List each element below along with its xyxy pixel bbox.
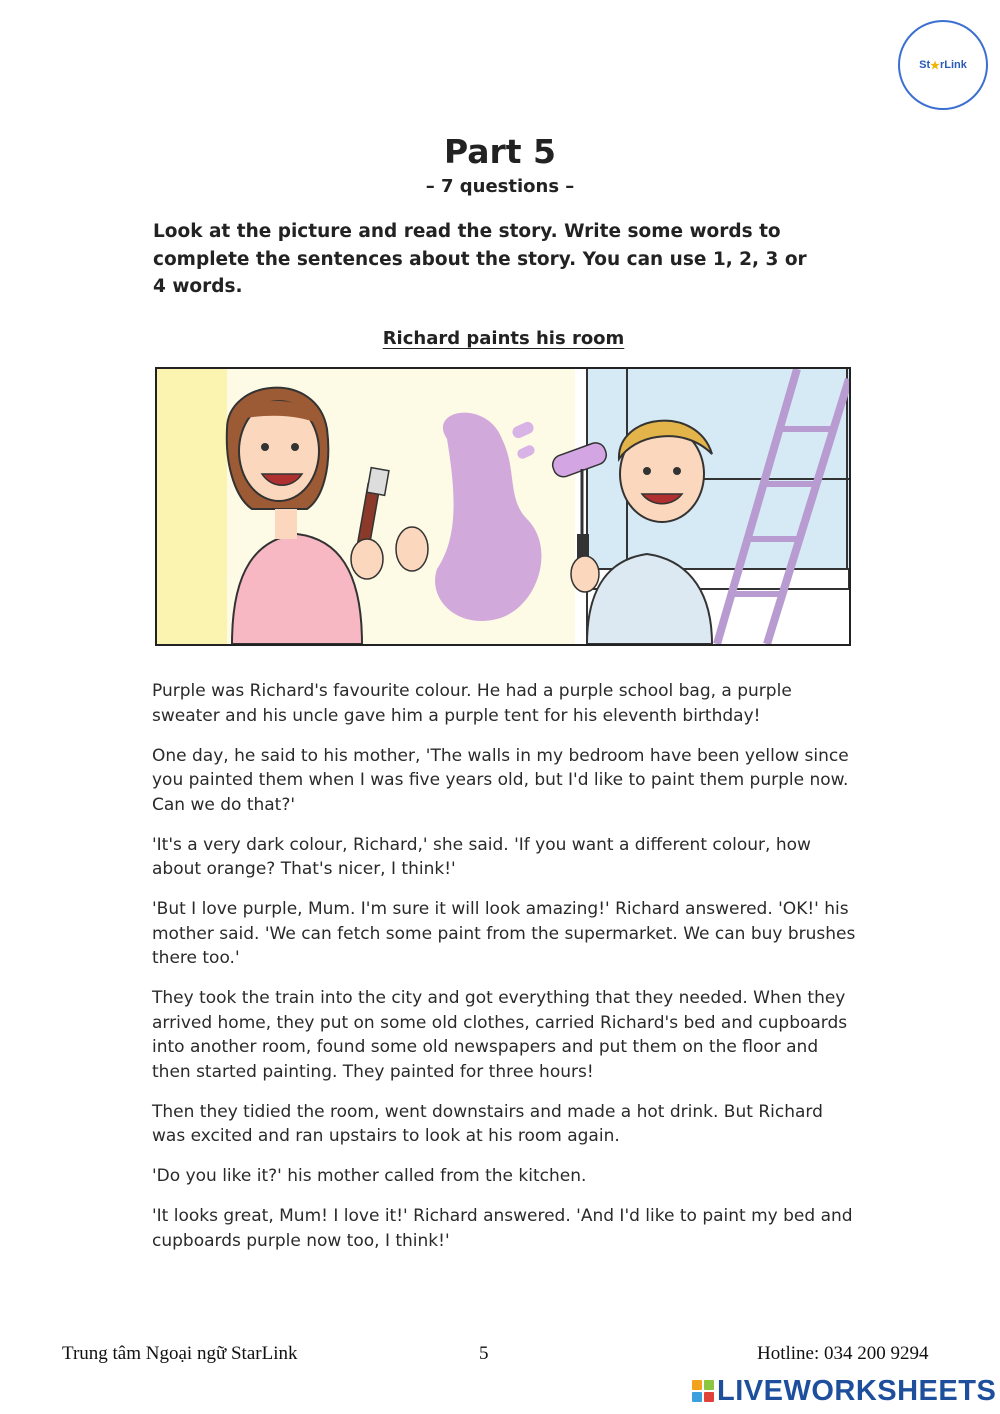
painting-scene-icon: [157, 369, 849, 644]
starlink-logo: [898, 20, 988, 110]
story-paragraph: 'Do you like it?' his mother called from the kitchen.: [152, 1166, 587, 1186]
footer-hotline: Hotline: 034 200 9294: [757, 1343, 929, 1364]
story-illustration: [155, 367, 851, 646]
part-subtitle: – 7 questions –: [425, 176, 575, 197]
logo-text-post: rLink: [939, 59, 967, 71]
story-paragraph: They took the train into the city and got everything that they needed. When they arrived home, they put on some old clothes, carried Richard's bed and cupboards into another room, found some old newspapers and put them on the floor and then started painting. They painted for three hours!: [152, 988, 848, 1082]
story-paragraph: One day, he said to his mother, 'The walls in my bedroom have been yellow since you painted them when I was five years old, but I'd like to paint them purple now. Can we do that?': [152, 745, 849, 815]
story-paragraph: Then they tidied the room, went downstairs and made a hot drink. But Richard was excited and ran upstairs to look at his room again.: [152, 1101, 823, 1146]
story-text: [152, 679, 857, 1269]
footer-center-name: Trung tâm Ngoại ngữ StarLink: [62, 1343, 298, 1364]
instructions: Look at the picture and read the story. Write some words to complete the sentences about the story. You can use 1, 2, 3 or 4 words.: [153, 221, 807, 297]
liveworksheets-logo[interactable]: [692, 1374, 996, 1408]
logo-text-pre: St: [919, 59, 931, 71]
story-paragraph: 'It's a very dark colour, Richard,' she said. 'If you want a different colour, how about orange? That's nicer, I think!': [152, 834, 811, 879]
liveworksheets-blocks-icon: [692, 1380, 714, 1402]
part-title: Part 5: [443, 132, 557, 171]
liveworksheets-brand: LIVEWORKSHEETS: [717, 1374, 997, 1407]
story-paragraph: 'It looks great, Mum! I love it!' Richard answered. 'And I'd like to paint my bed and cupboards purple now too, I think!': [152, 1206, 853, 1251]
logo-star-icon: ★: [930, 59, 940, 72]
footer-page-number: 5: [479, 1343, 489, 1364]
story-paragraph: Purple was Richard's favourite colour. He had a purple school bag, a purple sweater and his uncle gave him a purple tent for his eleventh birthday!: [152, 681, 792, 726]
story-paragraph: 'But I love purple, Mum. I'm sure it will look amazing!' Richard answered. 'OK!' his mother said. 'We can fetch some paint from the supermarket. We can buy brushes there too.': [152, 899, 856, 968]
story-title: Richard paints his room: [382, 328, 625, 349]
